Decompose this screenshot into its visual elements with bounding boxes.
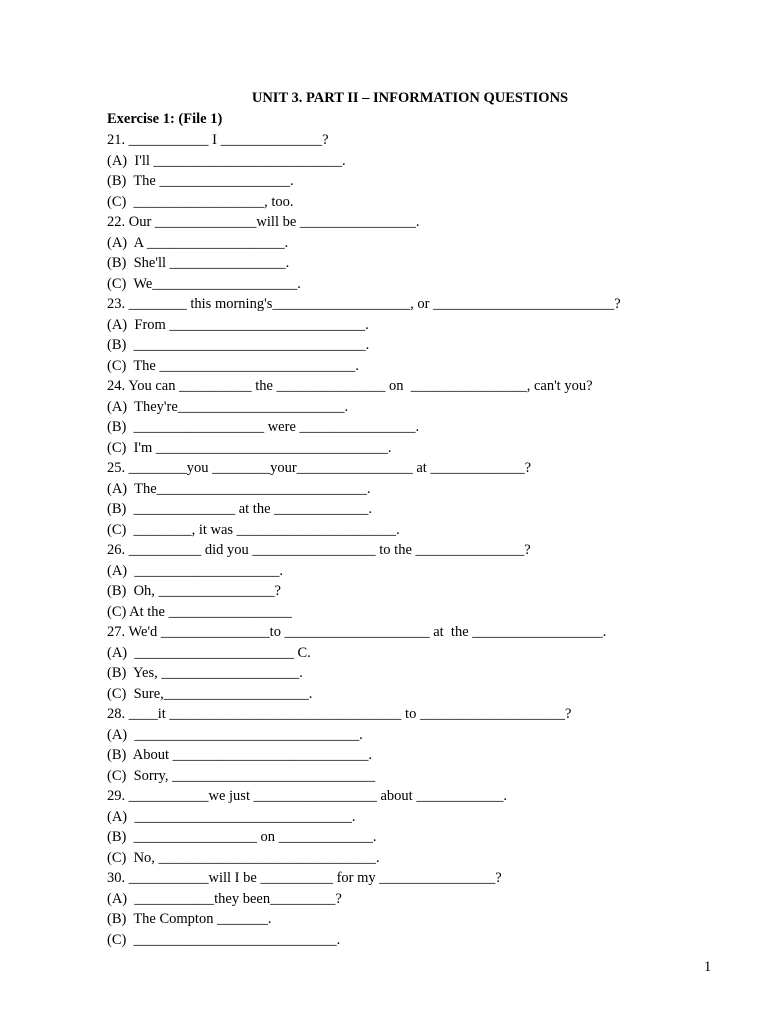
- answer-option-line: (A) They're_______________________.: [107, 398, 349, 415]
- answer-option-line: (B) Yes, ___________________.: [107, 665, 303, 681]
- answer-option-line: (B) ______________ at the _____________.: [107, 501, 373, 517]
- answer-option-line: (C) The ___________________________.: [107, 357, 359, 374]
- answer-option-line: (C) Sure,____________________.: [107, 685, 313, 702]
- question-line: 21. ___________ I ______________?: [107, 132, 329, 148]
- answer-option-line: (C) We____________________.: [107, 275, 301, 292]
- question-line: 25. ________you ________your________________ at _____________?: [107, 460, 532, 476]
- answer-option-line: (C) No, ______________________________.: [107, 849, 380, 866]
- question-line: 24. You can __________ the _______________ on ________________, can't you?: [107, 378, 593, 394]
- answer-option-line: (A) From ___________________________.: [107, 316, 369, 333]
- answer-option-line: (A) A ___________________.: [107, 234, 289, 251]
- question-line: 22. Our ______________will be ________________.: [107, 214, 420, 230]
- exercise-heading: Exercise 1: (File 1): [107, 111, 223, 127]
- answer-option-line: (B) _________________ on _____________.: [107, 829, 377, 845]
- question-line: 29. ___________we just _________________ about ____________.: [107, 788, 507, 804]
- page-number: 1: [704, 959, 712, 975]
- answer-option-line: (B) Oh, ________________?: [107, 583, 281, 599]
- answer-option-line: (A) ___________they been_________?: [107, 890, 342, 907]
- answer-option-line: (A) ____________________.: [107, 562, 284, 579]
- question-line: 28. ____it ________________________________ to ____________________?: [107, 706, 572, 722]
- answer-option-line: (C) Sorry, ____________________________: [107, 767, 376, 784]
- answer-option-line: (B) The Compton _______.: [107, 911, 272, 927]
- answer-option-line: (C) At the _________________: [107, 603, 292, 620]
- answer-option-line: (A) The_____________________________.: [107, 480, 371, 497]
- answer-option-line: (B) About ___________________________.: [107, 747, 373, 763]
- answer-option-line: (A) I'll __________________________.: [107, 152, 346, 169]
- exercise-lines: [107, 130, 707, 950]
- answer-option-line: (C) I'm ________________________________.: [107, 439, 392, 456]
- question-line: 27. We'd _______________to ____________________ at the __________________.: [107, 624, 607, 640]
- answer-option-line: (B) ________________________________.: [107, 337, 370, 353]
- answer-option-line: (C) __________________, too.: [107, 193, 294, 210]
- answer-option-line: (C) ____________________________.: [107, 931, 341, 948]
- answer-option-line: (A) ______________________ C.: [107, 644, 311, 661]
- answer-option-line: (B) She'll ________________.: [107, 255, 290, 271]
- answer-option-line: (A) ______________________________.: [107, 808, 356, 825]
- answer-option-line: (A) _______________________________.: [107, 726, 363, 743]
- answer-option-line: (B) __________________ were ________________.: [107, 419, 420, 435]
- answer-option-line: (C) ________, it was ______________________.: [107, 521, 400, 538]
- answer-option-line: (B) The __________________.: [107, 173, 294, 189]
- page-title: UNIT 3. PART II – INFORMATION QUESTIONS: [251, 90, 569, 106]
- question-line: 30. ___________will I be __________ for my ________________?: [107, 870, 502, 886]
- question-line: 26. __________ did you _________________ to the _______________?: [107, 542, 531, 558]
- question-line: 23. ________ this morning's___________________, or _________________________?: [107, 296, 621, 312]
